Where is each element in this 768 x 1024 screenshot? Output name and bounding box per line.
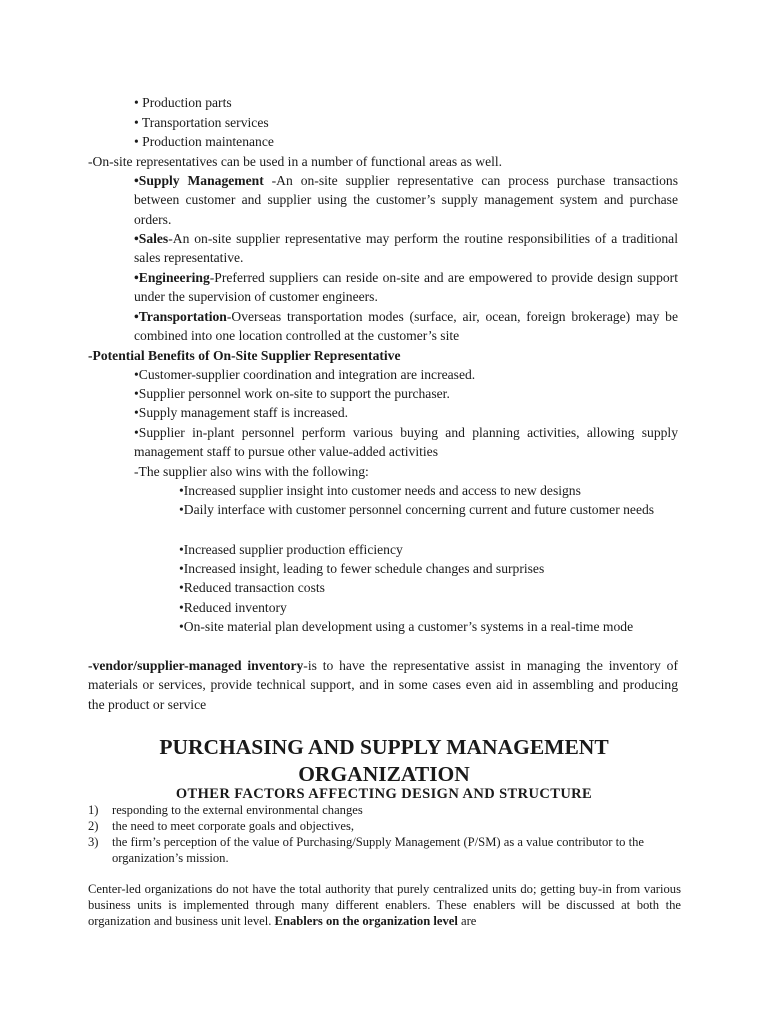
area-term: •Transportation xyxy=(134,309,227,324)
factor-text: responding to the external environmental changes xyxy=(112,803,363,817)
supplier-win-item: •Reduced transaction costs xyxy=(179,580,325,595)
vmi-paragraph xyxy=(88,656,678,714)
closing-paragraph xyxy=(88,881,681,930)
area-text: -Preferred suppliers can reside on-site and are empowered to provide design support under the supervision of customer engineers. xyxy=(134,270,678,305)
benefits-heading: -Potential Benefits of On-Site Supplier Representative xyxy=(88,348,401,363)
closing-tail: are xyxy=(457,914,477,929)
factor-number: 1) xyxy=(88,803,99,817)
benefit-item: •Supplier in-plant personnel perform various buying and planning activities, allowing supply management staff to pursue other value-added activities xyxy=(134,425,678,460)
benefit-item: •Supply management staff is increased. xyxy=(134,405,349,420)
supplier-win-item: •Increased supplier production efficiency xyxy=(179,542,403,557)
factor-text: the need to meet corporate goals and objectives, xyxy=(112,819,354,833)
bullet-production-maintenance: • Production maintenance xyxy=(134,134,274,149)
area-text: -An on-site supplier representative may perform the routine responsibilities of a traditional sales representative. xyxy=(134,231,678,266)
area-supply-management xyxy=(134,171,678,229)
closing-text: Center-led organizations do not have the total authority that purely centralized units do; getting buy-in from various business units is implemented through many different enablers. These enablers will be discussed at both the organization and business unit level. xyxy=(88,882,681,929)
section-subtitle: OTHER FACTORS AFFECTING DESIGN AND STRUCTURE xyxy=(175,786,593,802)
benefit-item: •Customer-supplier coordination and integration are increased. xyxy=(134,367,476,382)
onsite-intro: -On-site representatives can be used in a number of functional areas as well. xyxy=(88,154,503,169)
supplier-win-item: •Increased supplier insight into customer needs and access to new designs xyxy=(179,483,581,498)
closing-bold: Enablers on the organization level xyxy=(274,914,458,929)
supplier-win-item: •Reduced inventory xyxy=(179,600,287,615)
area-term: •Sales xyxy=(134,231,169,246)
area-term: •Supply Management xyxy=(134,173,264,188)
supplier-win-item: •Increased insight, leading to fewer schedule changes and surprises xyxy=(179,561,545,576)
factor-text: the firm’s perception of the value of Purchasing/Supply Management (P/SM) as a value contributor to the organization’s mission. xyxy=(112,835,644,865)
supplier-win-item: •Daily interface with customer personnel concerning current and future customer needs xyxy=(179,502,655,517)
area-term: •Engineering xyxy=(134,270,210,285)
area-engineering xyxy=(134,268,678,307)
bullet-production-parts: • Production parts xyxy=(134,95,232,110)
factor-number: 3) xyxy=(88,835,99,849)
vmi-text: -is to have the representative assist in managing the inventory of materials or services, provide technical support, and in some cases even aid in assembling and producing the product or service xyxy=(88,658,678,712)
section-title-line2: ORGANIZATION xyxy=(298,762,470,786)
supplier-wins-intro: -The supplier also wins with the following: xyxy=(134,464,369,479)
area-transportation xyxy=(134,307,678,346)
area-sales xyxy=(134,229,678,268)
supplier-win-item: •On-site material plan development using a customer’s systems in a real-time mode xyxy=(179,619,634,634)
bullet-transportation-services: • Transportation services xyxy=(134,115,269,130)
area-text: -An on-site supplier representative can process purchase transactions between customer and supplier using the customer’s supply management system and purchase orders. xyxy=(134,173,678,227)
vmi-term: -vendor/supplier-managed inventory xyxy=(88,658,304,673)
factor-number: 2) xyxy=(88,819,99,833)
section-title-line1: PURCHASING AND SUPPLY MANAGEMENT xyxy=(159,735,609,759)
area-text: -Overseas transportation modes (surface, air, ocean, foreign brokerage) may be combined into one location controlled at the customer’s site xyxy=(134,309,678,344)
benefit-item: •Supplier personnel work on-site to support the purchaser. xyxy=(134,386,450,401)
